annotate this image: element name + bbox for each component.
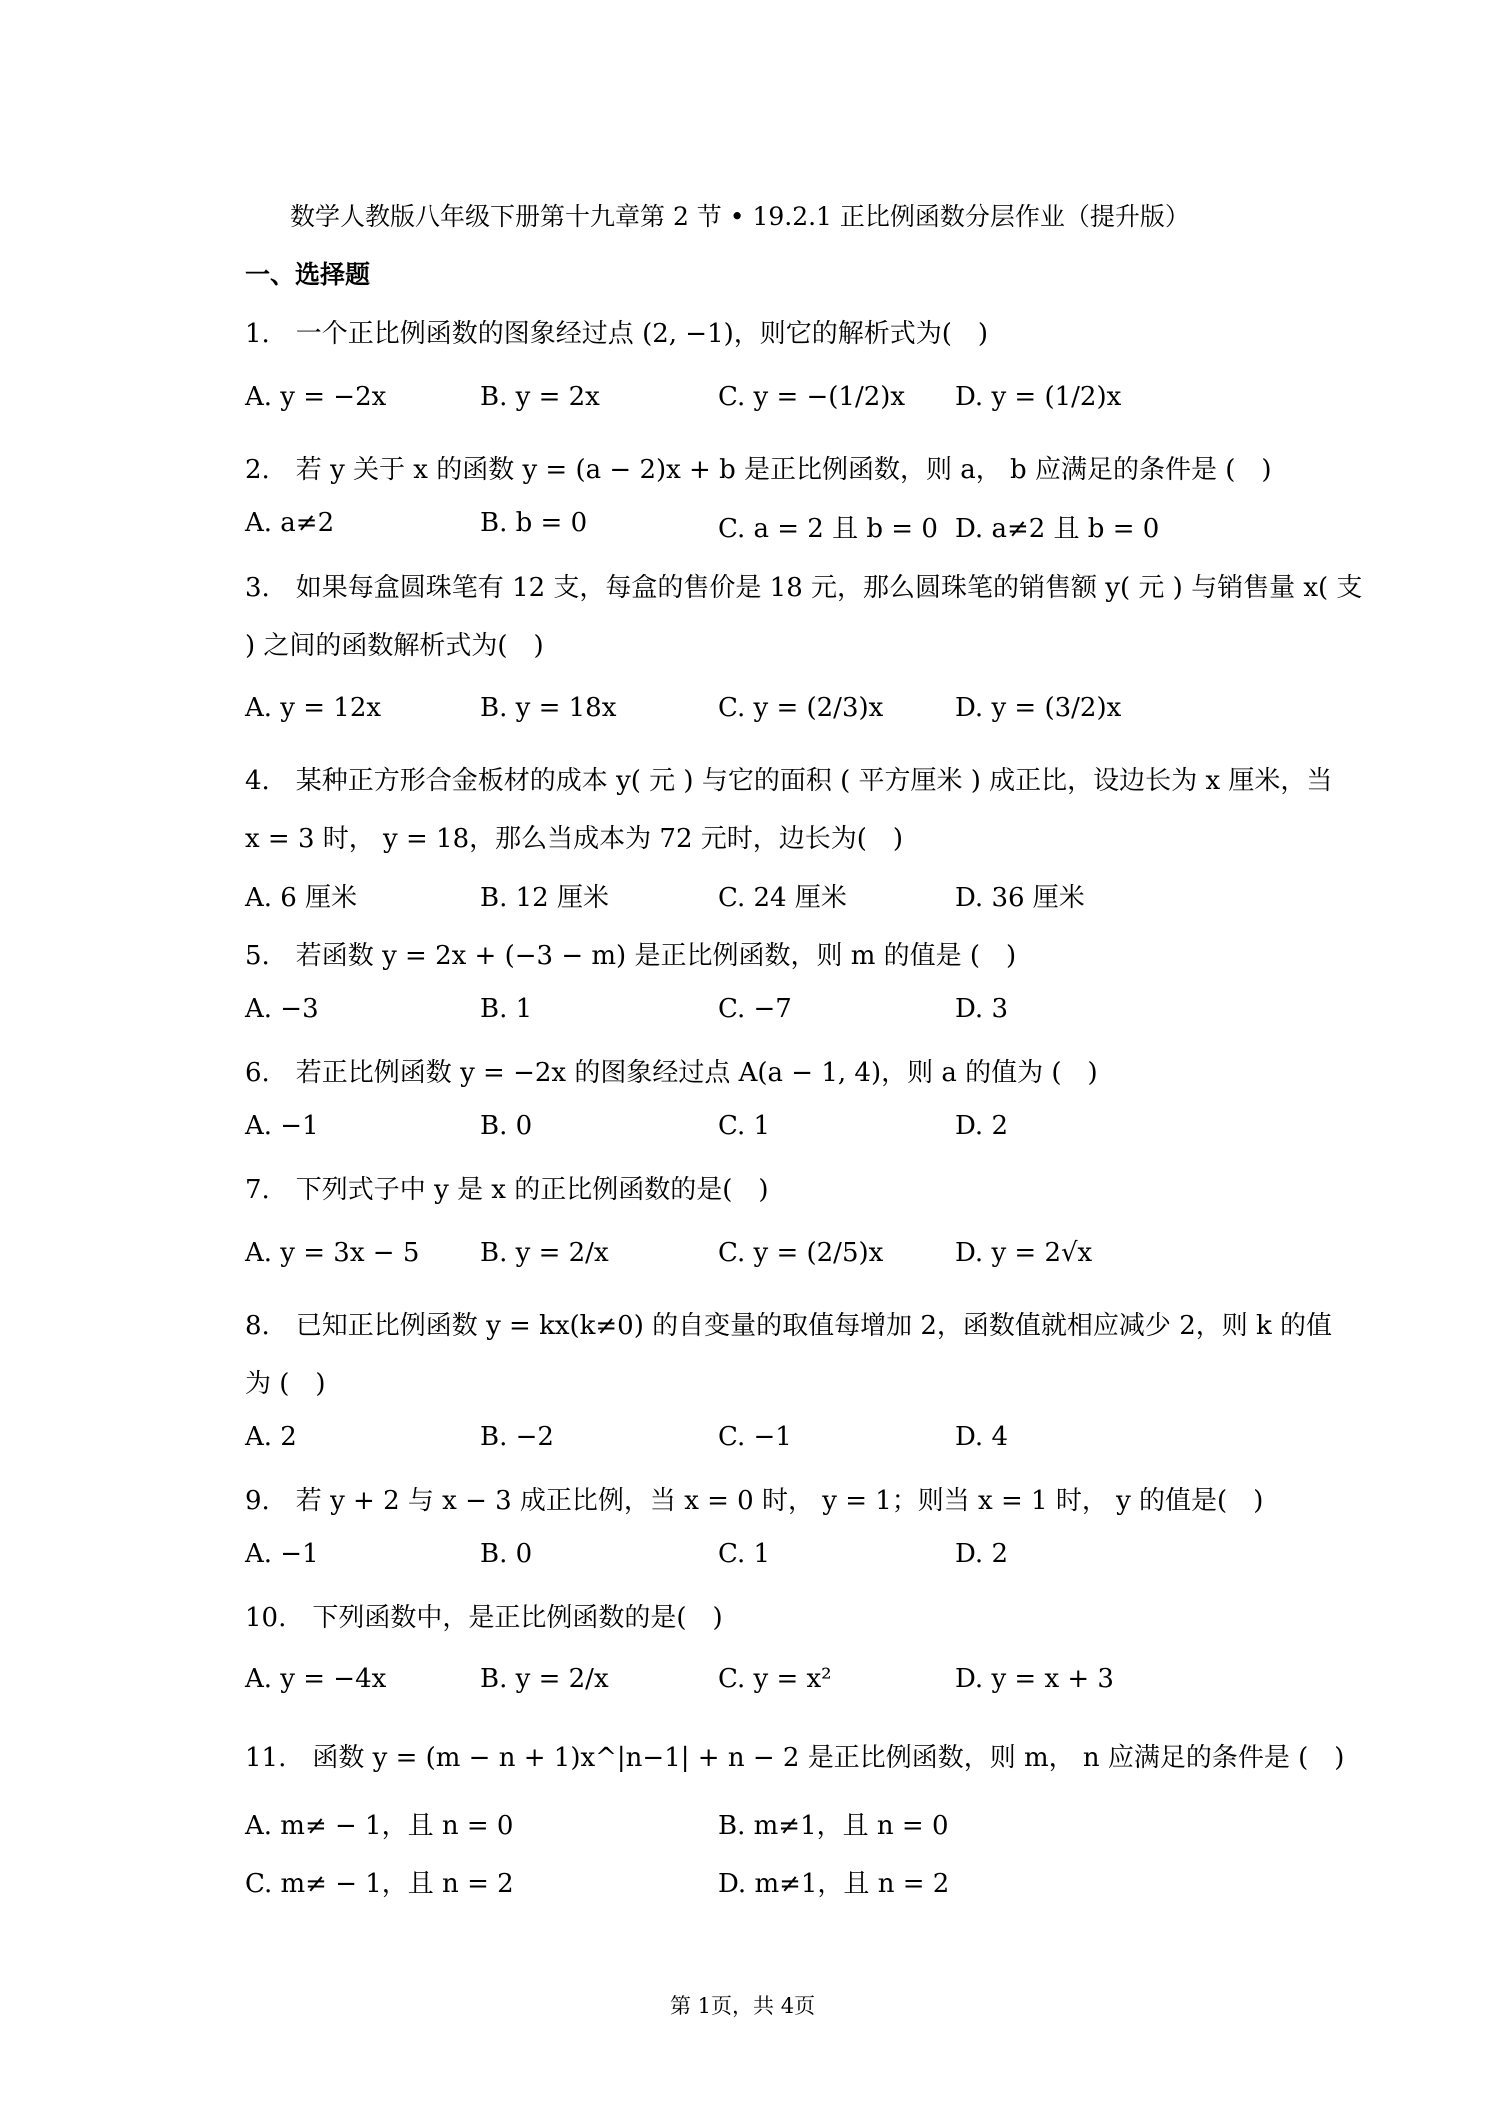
question-2-option-a: A. a≠2 [245, 508, 335, 538]
question-11-option-a: A. m≠ − 1，且 n = 0 [245, 1811, 514, 1841]
question-4-option-d: D. 36 厘米 [955, 883, 1085, 913]
question-3-option-d: D. y = (3/2)x [955, 693, 1122, 723]
question-1-option-a: A. y = −2x [245, 382, 387, 412]
question-6-option-d: D. 2 [955, 1111, 1008, 1141]
question-4-option-c: C. 24 厘米 [718, 883, 847, 913]
question-9-option-d: D. 2 [955, 1539, 1008, 1569]
question-3-stem-line-2: ) 之间的函数解析式为( ) [245, 631, 544, 661]
question-8-option-b: B. −2 [480, 1422, 554, 1452]
question-4-option-b: B. 12 厘米 [480, 883, 609, 913]
section-heading: 一、选择题 [245, 260, 371, 289]
question-8-option-a: A. 2 [245, 1422, 297, 1452]
question-11-option-c: C. m≠ − 1，且 n = 2 [245, 1869, 514, 1899]
question-10-option-b: B. y = 2/x [480, 1664, 609, 1694]
question-6-option-a: A. −1 [245, 1111, 319, 1141]
question-11-option-b: B. m≠1，且 n = 0 [718, 1811, 949, 1841]
page-title: 数学人教版八年级下册第十九章第 2 节 • 19.2.1 正比例函数分层作业（提升版） [290, 202, 1190, 231]
question-9-option-c: C. 1 [718, 1539, 771, 1569]
question-3-option-a: A. y = 12x [245, 693, 382, 723]
question-7-option-c: C. y = (2/5)x [718, 1238, 884, 1268]
question-3-option-b: B. y = 18x [480, 693, 617, 723]
question-10-option-d: D. y = x + 3 [955, 1664, 1114, 1694]
question-4-stem-line-1: 4. 某种正方形合金板材的成本 y( 元 ) 与它的面积 ( 平方厘米 ) 成正比，设边长为 x 厘米，当 [245, 766, 1333, 796]
question-8-stem-line-2: 为 ( ) [245, 1369, 326, 1399]
question-8-stem-line-1: 8. 已知正比例函数 y = kx(k≠0) 的自变量的取值每增加 2，函数值就相应减少 2，则 k 的值 [245, 1311, 1333, 1341]
question-4-option-a: A. 6 厘米 [245, 883, 358, 913]
question-7-option-a: A. y = 3x − 5 [245, 1238, 420, 1268]
question-11-stem: 11. 函数 y = (m − n + 1)x^|n−1| + n − 2 是正比例函数，则 m， n 应满足的条件是 ( ) [245, 1743, 1345, 1773]
question-6-option-c: C. 1 [718, 1111, 771, 1141]
question-5-option-b: B. 1 [480, 994, 533, 1024]
question-3-stem-line-1: 3. 如果每盒圆珠笔有 12 支，每盒的售价是 18 元，那么圆珠笔的销售额 y( 元 ) 与销售量 x( 支 [245, 573, 1363, 603]
question-1-stem: 1. 一个正比例函数的图象经过点 (2, −1)，则它的解析式为( ) [245, 319, 989, 349]
question-2-option-b: B. b = 0 [480, 508, 588, 538]
question-2-option-d: D. a≠2 且 b = 0 [955, 514, 1160, 544]
question-10-option-a: A. y = −4x [245, 1664, 387, 1694]
question-9-option-a: A. −1 [245, 1539, 319, 1569]
question-7-option-d: D. y = 2√x [955, 1238, 1093, 1268]
question-5-option-c: C. −7 [718, 994, 792, 1024]
question-1-option-d: D. y = (1/2)x [955, 382, 1122, 412]
question-9-stem: 9. 若 y + 2 与 x − 3 成正比例，当 x = 0 时， y = 1；则当 x = 1 时， y 的值是( ) [245, 1486, 1264, 1516]
question-1-option-c: C. y = −(1/2)x [718, 382, 906, 412]
question-7-option-b: B. y = 2/x [480, 1238, 609, 1268]
question-5-stem: 5. 若函数 y = 2x + (−3 − m) 是正比例函数，则 m 的值是 ( ) [245, 941, 1017, 971]
question-3-option-c: C. y = (2/3)x [718, 693, 884, 723]
question-9-option-b: B. 0 [480, 1539, 533, 1569]
question-6-stem: 6. 若正比例函数 y = −2x 的图象经过点 A(a − 1, 4)，则 a 的值为 ( ) [245, 1058, 1098, 1088]
question-5-option-a: A. −3 [245, 994, 319, 1024]
question-2-option-c: C. a = 2 且 b = 0 [718, 514, 938, 544]
question-4-stem-line-2: x = 3 时， y = 18，那么当成本为 72 元时，边长为( ) [245, 824, 904, 854]
question-6-option-b: B. 0 [480, 1111, 533, 1141]
question-11-option-d: D. m≠1，且 n = 2 [718, 1869, 950, 1899]
question-1-option-b: B. y = 2x [480, 382, 600, 412]
question-7-stem: 7. 下列式子中 y 是 x 的正比例函数的是( ) [245, 1175, 769, 1205]
question-8-option-d: D. 4 [955, 1422, 1008, 1452]
question-5-option-d: D. 3 [955, 994, 1008, 1024]
page-footer: 第 1页，共 4页 [670, 1994, 816, 2018]
question-10-option-c: C. y = x² [718, 1664, 832, 1694]
question-2-stem: 2. 若 y 关于 x 的函数 y = (a − 2)x + b 是正比例函数，则 a， b 应满足的条件是 ( ) [245, 455, 1272, 485]
question-10-stem: 10. 下列函数中，是正比例函数的是( ) [245, 1603, 723, 1633]
question-8-option-c: C. −1 [718, 1422, 792, 1452]
